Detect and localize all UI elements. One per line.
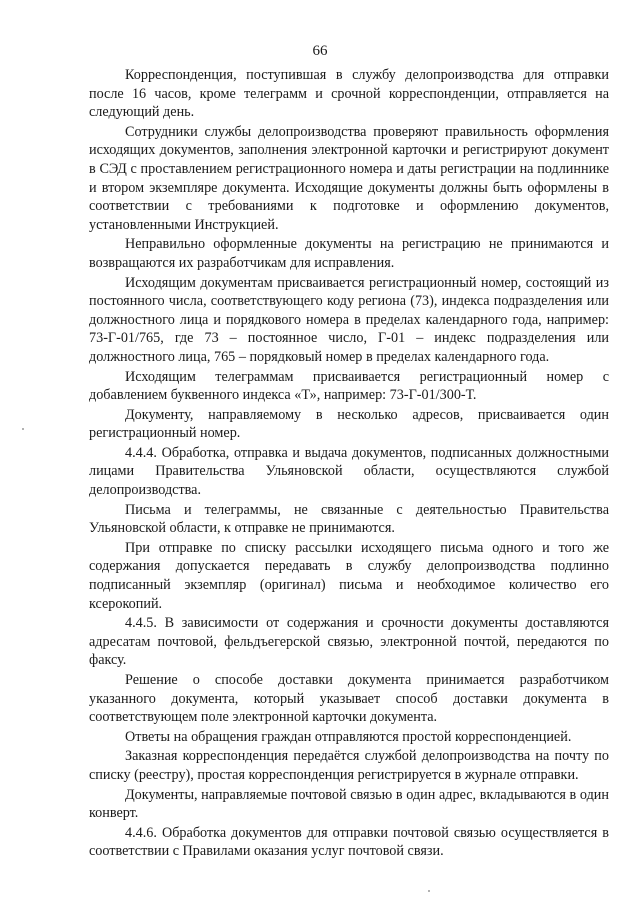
page-number: 66 — [312, 43, 328, 59]
paragraph-registration-check: Сотрудники службы делопроизводства проверяют правильность оформления исходящих документов, заполнения электронной карточки и регистрируют документ в СЭД с проставлением регистрационного номера и даты регистрации на подлиннике и втором экземпляре документа. Исходящие документы должны быть оформлены в соответствии с требованиями к подготовке и оформлению документов, установленными Инструкцией. — [89, 123, 609, 233]
paragraph-one-envelope: Документы, направляемые почтовой связью в один адрес, вкладываются в один конверт. — [89, 786, 609, 822]
paragraph-telegram-number: Исходящим телеграммам присваивается регистрационный номер с добавлением буквенного индекса «Т», например: 73-Г-01/300-Т. — [89, 368, 609, 404]
paragraph-rejected-documents: Неправильно оформленные документы на регистрацию не принимаются и возвращаются их разработчикам для исправления. — [89, 236, 609, 271]
paragraph-registered-mail: Заказная корреспонденция передаётся службой делопроизводства на почту по списку (реестру), простая корреспонденция регистрируется в журнале отправки. — [89, 748, 609, 783]
scan-speck — [428, 890, 430, 892]
paragraph-late-correspondence: Корреспонденция, поступившая в службу делопроизводства для отправки после 16 часов, кроме телеграмм и срочной корреспонденции, отправляется на следующий день. — [89, 67, 609, 121]
paragraph-citizen-replies: Ответы на обращения граждан отправляются простой корреспонденцией. — [125, 728, 572, 745]
paragraph-mailing-list: При отправке по списку рассылки исходящего письма одного и того же содержания допускается передавать в службу делопроизводства подлинно подписанный экземпляр (оригинал) письма и необходимое количество его ксерокопий. — [89, 539, 609, 612]
paragraph-section-4-4-6: 4.4.6. Обработка документов для отправки почтовой связью осуществляется в соответствии с Правилами оказания услуг почтовой связи. — [89, 824, 609, 860]
paragraph-unrelated-letters: Письма и телеграммы, не связанные с деятельностью Правительства Ульяновской области, к отправке не принимаются. — [89, 501, 609, 537]
paragraph-section-4-4-5: 4.4.5. В зависимости от содержания и срочности документы доставляются адресатам почтовой, фельдъегерской связью, электронной почтой, передаются по факсу. — [89, 615, 609, 669]
paragraph-delivery-method: Решение о способе доставки документа принимается разработчиком указанного документа, который указывает способ доставки документа в соответствующем поле электронной карточки документа. — [89, 672, 609, 726]
document-body — [89, 66, 609, 861]
paragraph-section-4-4-4: 4.4.4. Обработка, отправка и выдача документов, подписанных должностными лицами Правительства Ульяновской области, осуществляются службой делопроизводства. — [89, 444, 609, 499]
scan-speck — [22, 428, 24, 430]
paragraph-registration-number: Исходящим документам присваивается регистрационный номер, состоящий из постоянного числа, соответствующего коду региона (73), индекса подразделения или должностного лица и порядкового номера в пределах календарного года, например: 73-Г-01/765, где 73 – постоянное число, Г-01 – индекс подразделения или должностного лица, 765 – порядковый номер в пределах календарного года. — [89, 274, 609, 365]
paragraph-multiple-addresses: Документу, направляемому в несколько адресов, присваивается один регистрационный номер. — [89, 406, 609, 442]
